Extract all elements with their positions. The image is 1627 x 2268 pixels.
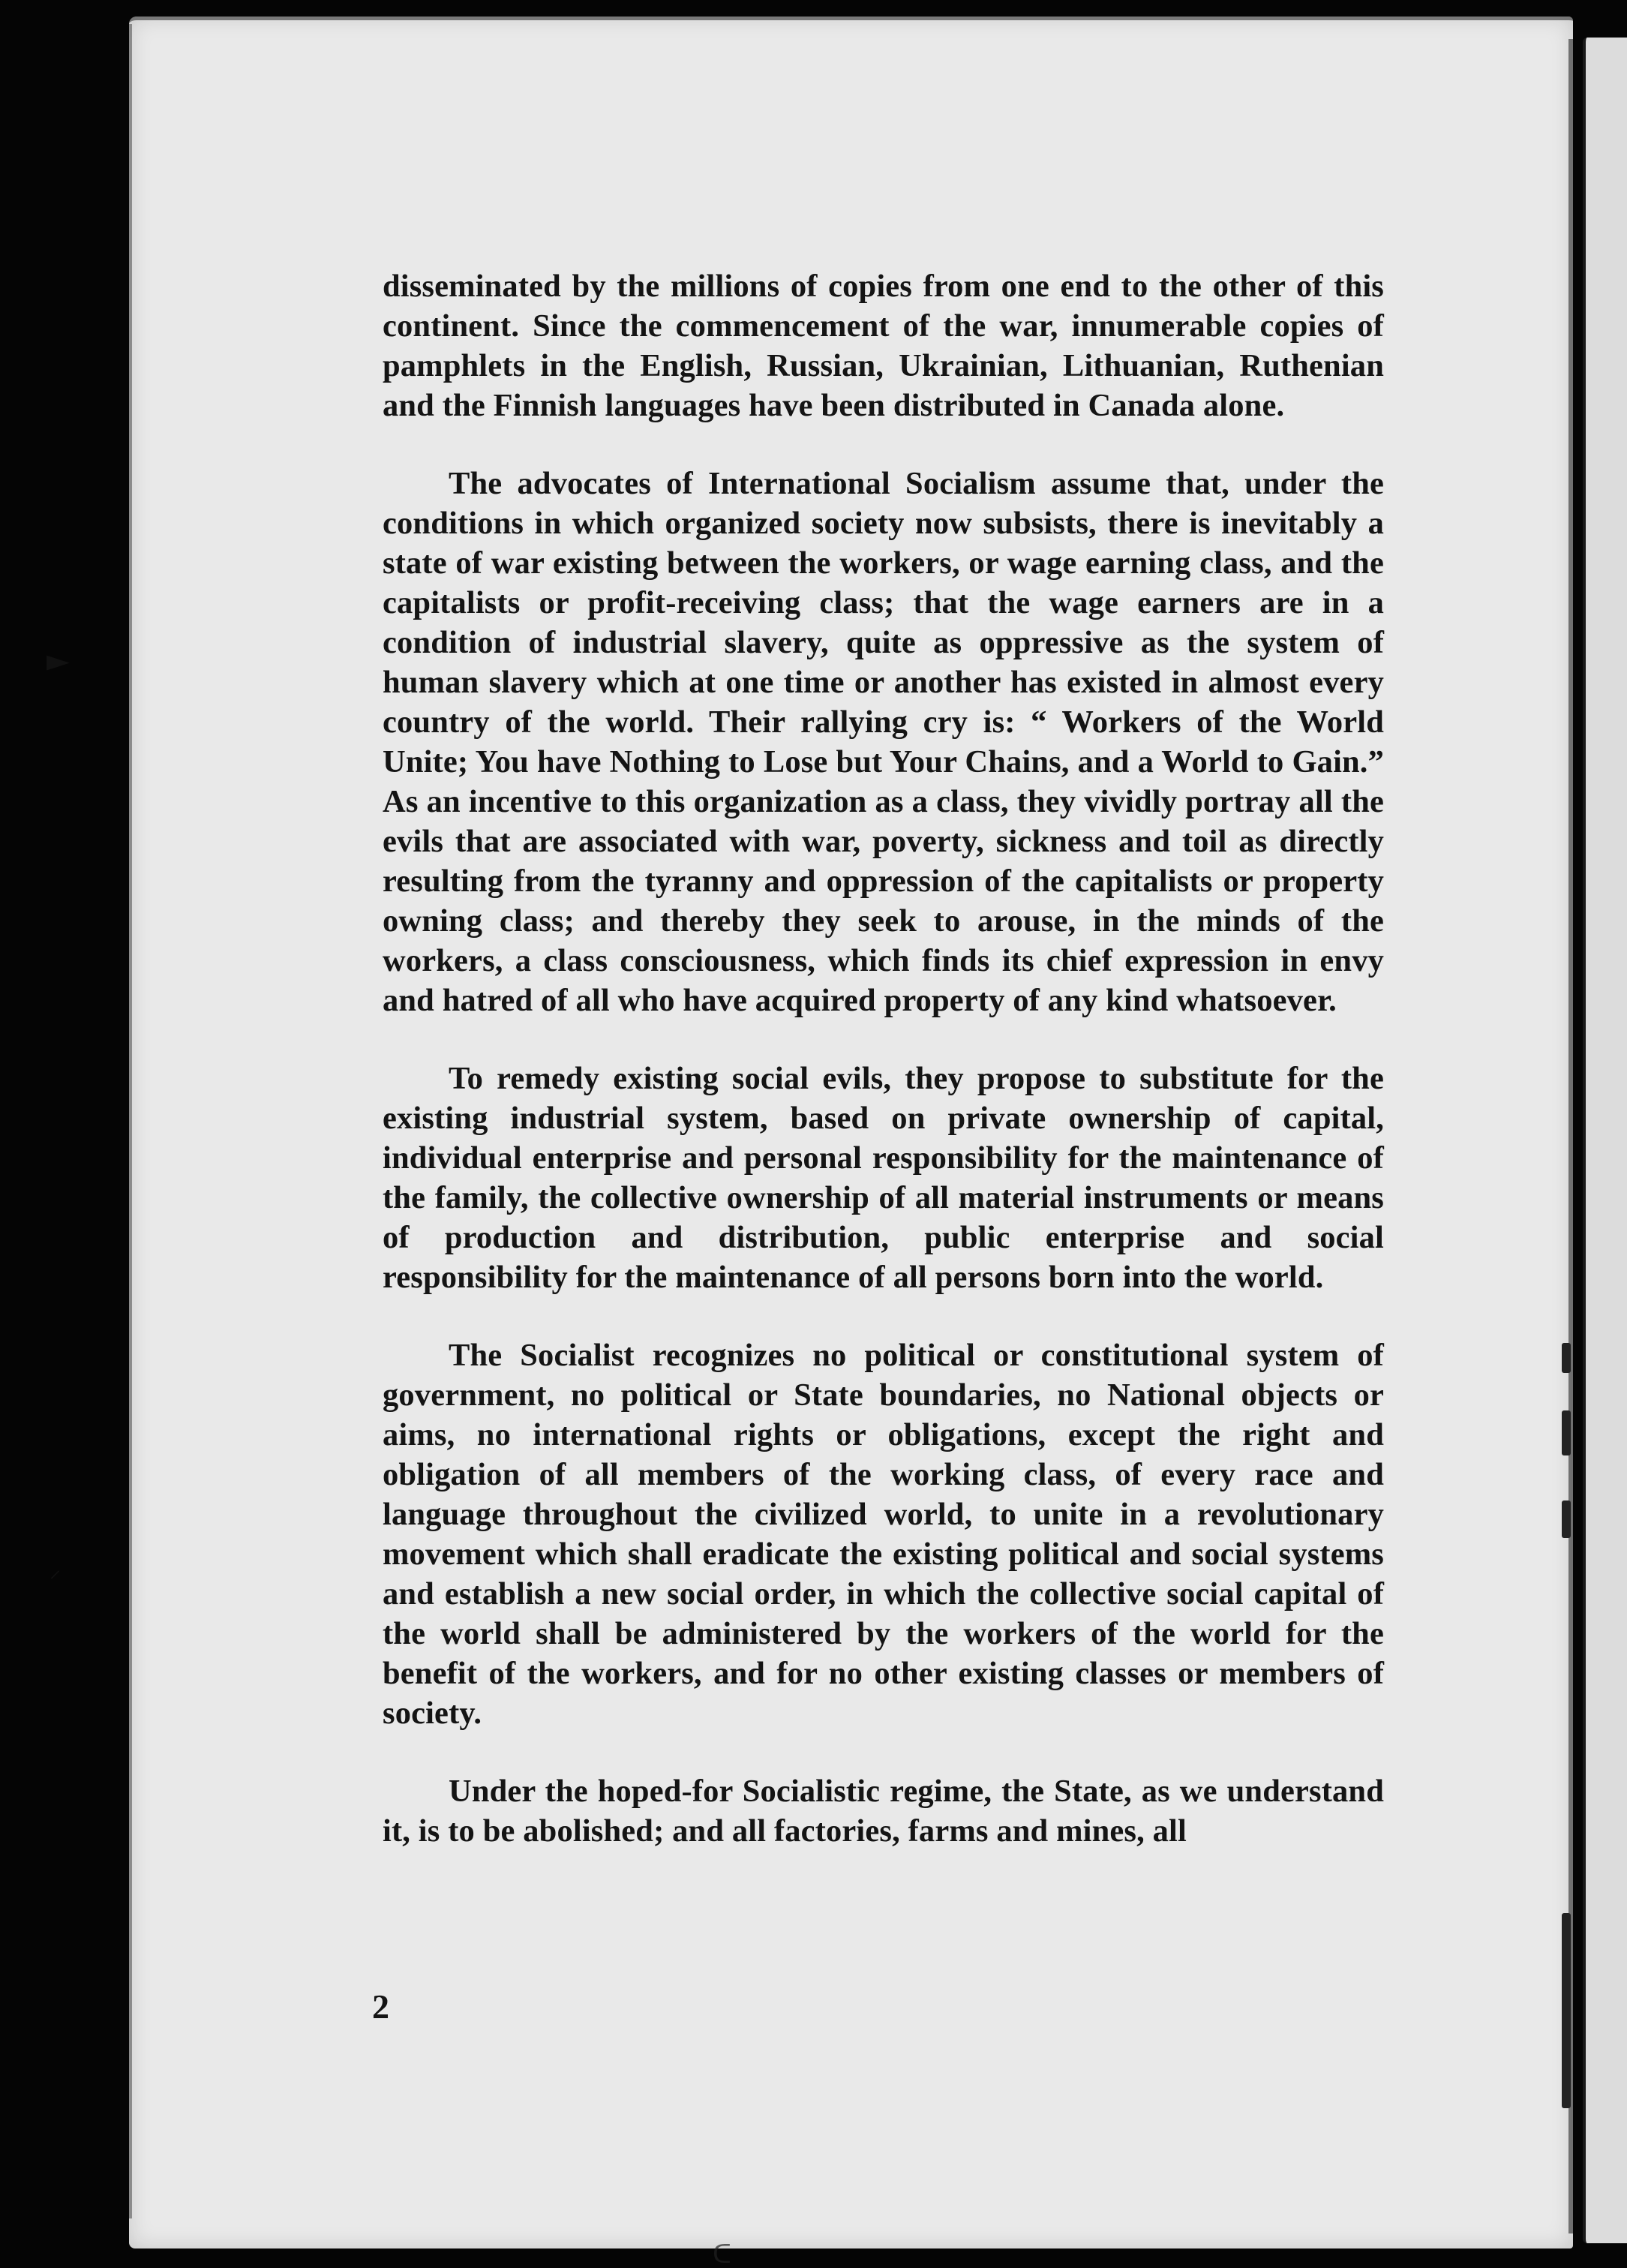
paragraph: The Socialist recognizes no political or constitutional system of government, no political or State boundaries, no National objects or aims, no international rights or obligations, except the right and obligation of all members of the working class, of every race and language throughout the civilized world, to unite in a revolutionary movement which shall eradicate the existing political and social systems and establish a new social order, in which the collective social capital of the world shall be administered by the workers of the world for the benefit of the workers, and for no other existing classes or members of society. (383, 1338, 1384, 1731)
paragraph: To remedy existing social evils, they propose to substitute for the existing industrial system, based on private ownership of capital, individual enterprise and personal responsibility for the maintenance of the family, the collective ownership of all material instruments or means of production and distribution, public enterprise and social responsibility for the maintenance of all persons born into the world. (383, 1061, 1384, 1295)
page-number: 2 (372, 1987, 389, 2026)
margin-arrow-mark: ► (47, 644, 70, 678)
adjacent-page-strip (1583, 38, 1627, 2243)
paragraph: The advocates of International Socialism assume that, under the conditions in which organized society now subsists, there is inevitably a state of war existing between the workers, or wage earning class, and the capitalists or profit-receiving class; that the wage earners are in a condition of industrial slavery, quite as oppressive as the system of human slavery which at one time or another has existed in almost every country of the world. Their rallying cry is: “ Workers of the World Unite; You have Nothing to Lose but Your Chains, and a World to Gain.” As an incentive to this organization as a class, they vividly portray all the evils that are associated with war, poverty, sickness and toil as directly resulting from the tyranny and oppression of the capitalists or property owning class; and thereby they seek to arouse, in the minds of the workers, a class consciousness, which finds its chief expression in envy and hatred of all who have acquired property of any kind whatsoever. (383, 466, 1384, 1018)
binding-mark (1562, 1343, 1571, 1373)
binding-mark (1562, 1410, 1571, 1455)
paragraph: Under the hoped-for Socialistic regime, the State, as we understand it, is to be abolished; and all factories, farms and mines, all (383, 1774, 1384, 1849)
body-text (383, 266, 1384, 1889)
page-left-edge (129, 24, 140, 2218)
page-right-edge (1558, 39, 1573, 2233)
binding-mark (1562, 1500, 1571, 1538)
paragraph: disseminated by the millions of copies from one end to the other of this continent. Since the commencement of the war, innumerable copies of pamphlets in the English, Russian, Ukrainian, Lithuanian, Ruthenian and the Finnish languages have been distributed in Canada alone. (383, 269, 1384, 423)
binding-mark (1562, 1913, 1571, 2108)
page-top-edge (129, 17, 1573, 32)
scan-smudge-mark: ᑕ (713, 2239, 731, 2268)
margin-tick-mark: ⸝ (50, 1557, 61, 1583)
